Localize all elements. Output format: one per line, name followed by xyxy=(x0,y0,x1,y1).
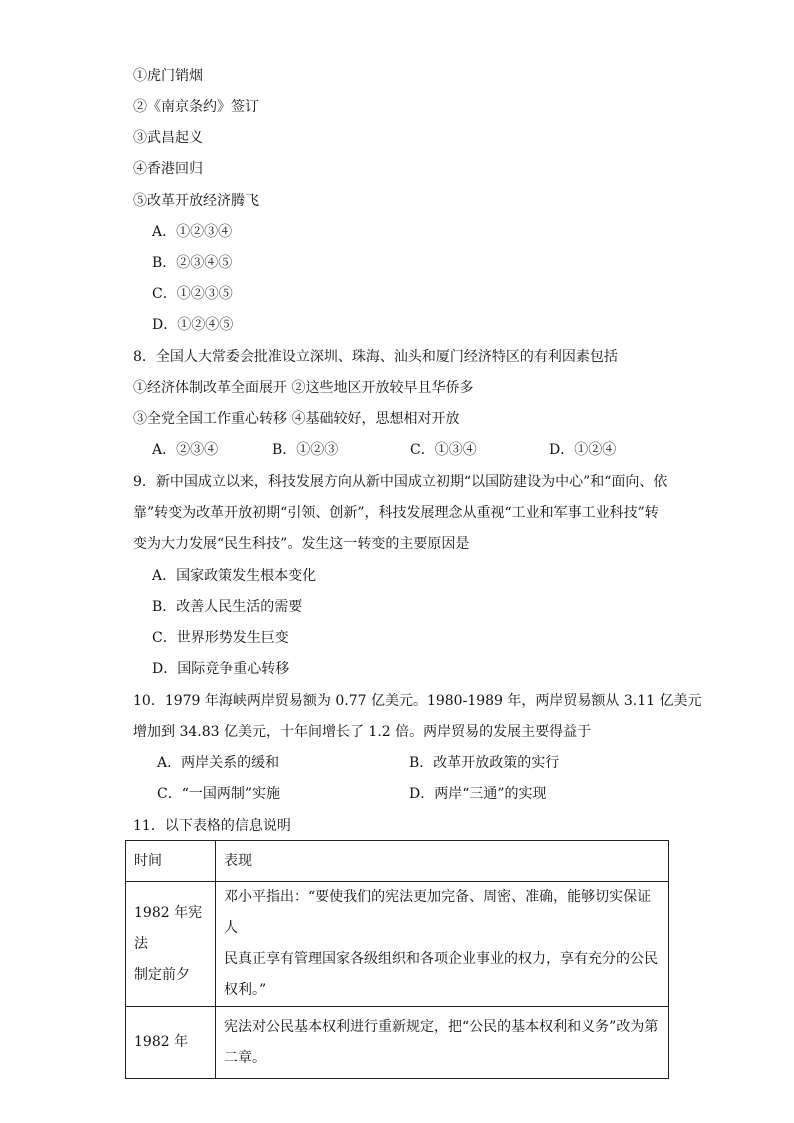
table-cell-text-line: 宪法对公民基本权利进行重新规定，把“公民的基本权利和义务”改为第 xyxy=(224,1018,659,1035)
q10-stem-line1: 10．1979 年海峡两岸贸易额为 0.77 亿美元。1980-1989 年，两岸贸易额从 3.11 亿美元 xyxy=(133,693,702,709)
table-cell-time-line: 制定前夕 xyxy=(134,966,190,983)
q10-stem-line2: 增加到 34.83 亿美元，十年间增长了 1.2 倍。两岸贸易的发展主要得益于 xyxy=(133,724,592,740)
table-cell-time xyxy=(126,882,216,1007)
q7-option-a[interactable]: A．①②③④ xyxy=(152,224,233,240)
q7-item-2: ②《南京条约》签订 xyxy=(133,99,259,115)
table-header-time: 时间 xyxy=(126,841,216,882)
table-header-row xyxy=(126,841,669,882)
q7-item-1: ①虎门销烟 xyxy=(133,68,203,84)
table-row xyxy=(126,882,669,1007)
q11-stem: 11．以下表格的信息说明 xyxy=(133,818,291,834)
table-cell-text-line: 权利。” xyxy=(224,982,267,998)
table-cell-text-line: 邓小平指出：“要使我们的宪法更加完备、周密、准确，能够切实保证人 xyxy=(224,889,652,936)
q9-option-c[interactable]: C．世界形势发生巨变 xyxy=(152,630,289,646)
q8-stem: 8．全国人大常委会批准设立深圳、珠海、汕头和厦门经济特区的有利因素包括 xyxy=(133,349,618,365)
q11-info-table xyxy=(125,840,669,1079)
q9-stem-line3: 变为大力发展“民生科技”。发生这一转变的主要原因是 xyxy=(133,536,470,552)
q7-option-c[interactable]: C．①②③⑤ xyxy=(152,286,233,302)
table-cell-text-line: 二章。 xyxy=(224,1049,266,1066)
q7-option-d[interactable]: D．①②④⑤ xyxy=(152,317,234,333)
q10-option-d[interactable]: D．两岸“三通”的实现 xyxy=(409,786,547,802)
q10-option-a[interactable]: A．两岸关系的缓和 xyxy=(157,755,280,771)
q9-option-d[interactable]: D．国际竞争重心转移 xyxy=(152,661,290,677)
q7-item-4: ④香港回归 xyxy=(133,161,203,177)
table-cell-time-line: 1982 年宪法 xyxy=(134,904,203,952)
q8-option-c[interactable]: C．①③④ xyxy=(410,442,477,458)
q7-item-3: ③武昌起义 xyxy=(133,130,203,146)
q9-stem-line2: 靠”转变为改革开放初期“引领、创新”，科技发展理念从重视“工业和军事工业科技”转 xyxy=(133,505,659,521)
q9-option-a[interactable]: A．国家政策发生根本变化 xyxy=(152,568,317,584)
table-row xyxy=(126,1007,669,1079)
q9-stem-line1: 9．新中国成立以来，科技发展方向从新中国成立初期“以国防建设为中心”和“面向、依 xyxy=(133,474,668,490)
table-cell-time: 1982 年 xyxy=(126,1007,216,1079)
table-header-performance: 表现 xyxy=(216,841,669,882)
q7-option-b[interactable]: B．②③④⑤ xyxy=(152,255,233,271)
table-cell-performance xyxy=(216,1007,669,1079)
q8-statements-line2: ③全党全国工作重心转移 ④基础较好，思想相对开放 xyxy=(133,411,460,427)
table-cell-text-line: 民真正享有管理国家各级组织和各项企业事业的权力，享有充分的公民 xyxy=(224,951,658,967)
q7-item-5: ⑤改革开放经济腾飞 xyxy=(133,193,259,209)
q10-option-c[interactable]: C．“一国两制”实施 xyxy=(157,786,281,802)
q9-option-b[interactable]: B．改善人民生活的需要 xyxy=(152,599,303,615)
q8-statements-line1: ①经济体制改革全面展开 ②这些地区开放较早且华侨多 xyxy=(133,380,474,396)
table-cell-performance xyxy=(216,882,669,1007)
q8-option-d[interactable]: D．①②④ xyxy=(549,442,617,458)
q8-option-a[interactable]: A．②③④ xyxy=(152,442,219,458)
q10-option-b[interactable]: B．改革开放政策的实行 xyxy=(409,755,560,771)
q8-option-b[interactable]: B．①②③ xyxy=(272,442,339,458)
